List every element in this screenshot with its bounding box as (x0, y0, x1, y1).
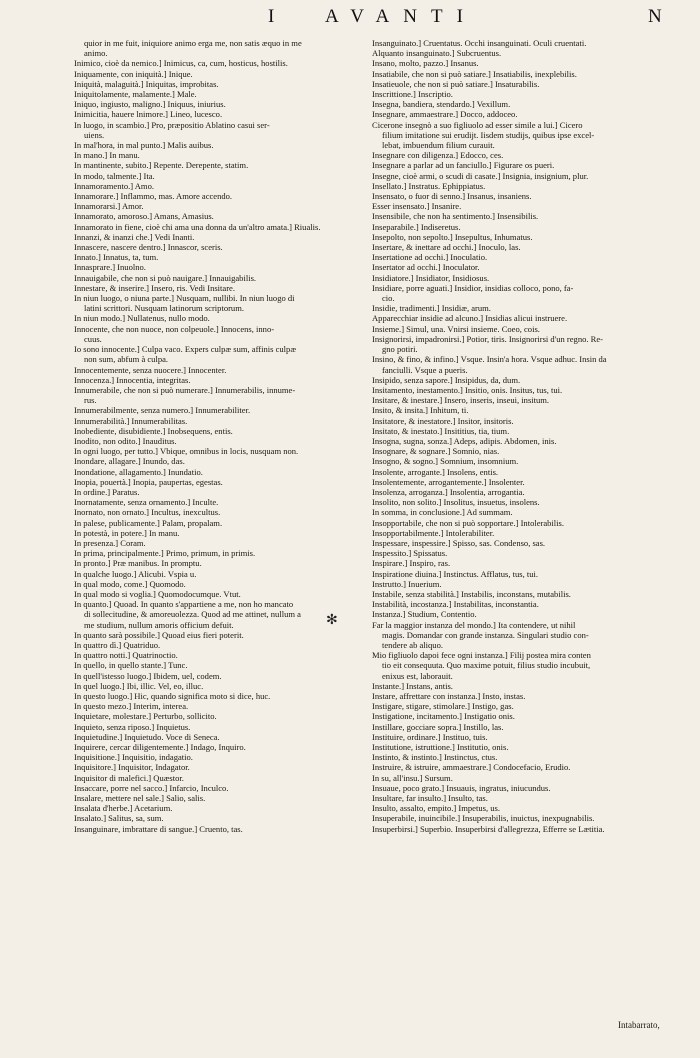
dictionary-entry-line: Inquisitor di malefici.] Quæstor. (74, 772, 184, 783)
dictionary-entry-line: In quello, in quello stante.] Tunc. (74, 660, 188, 671)
dictionary-entry-line: In presenza.] Coram. (74, 537, 146, 548)
dictionary-entry-line: In potestà, in potere.] In manu. (74, 527, 180, 538)
dictionary-entry-line: Insitatore, & inestatore.] Insitor, insitoris. (372, 415, 514, 426)
dictionary-entry-line: Insignorirsi, impadronirsi.] Potior, tiris. Insignorirsi d'un regno. Re- (372, 333, 603, 344)
dictionary-entry-line: Inimicitia, hauere lnimore.] Lineo, lucesco. (74, 109, 223, 120)
dictionary-entry-line: Insegnare, ammaestrare.] Docco, addoceo. (372, 109, 518, 120)
dictionary-entry-line: Innasprare.] Inuolno. (74, 262, 146, 273)
dictionary-entry-line: Insogna, sugna, sonza.] Adeps, adipis. Abdomen, inis. (372, 435, 557, 446)
dictionary-entry-line: quior in me fuit, iniquiore animo erga me, non satis æquo in me (84, 38, 302, 48)
dictionary-entry-line: tio eit consequuta. Quo maxime potuit, filius studio incubuit, (382, 660, 591, 671)
dictionary-entry-line: latini scrittori. Nusquam latinorum scriptorum. (84, 303, 244, 314)
dictionary-entry-line: Insegnare con diligenza.] Edocco, ces. (372, 150, 504, 161)
dictionary-entry-line: Insieme.] Simul, una. Vnirsi insieme. Coeo, cois. (372, 323, 540, 334)
running-header (0, 6, 700, 34)
dictionary-entry-line: Innato.] Innatus, ta, tum. (74, 252, 159, 263)
dictionary-entry-line: Innocenza.] Innocentia, integritas. (74, 374, 191, 385)
dictionary-entry-line: Instigare, stigare, stimolare.] Instigo, gas. (372, 701, 514, 712)
dictionary-entry-line: Innumerabilità.] Innumerabilitas. (74, 415, 188, 426)
dictionary-entry-line: Inornato, non ornato.] Incultus, inexcultus. (74, 507, 221, 518)
right-column (372, 38, 676, 834)
dictionary-entry-line: In questo mezo.] Interim, interea. (74, 701, 189, 712)
dictionary-entry-line: uiens. (84, 129, 105, 140)
dictionary-entry-line: Insegne, cioè armi, o scudi di casate.] Insignia, insignium, plur. (372, 170, 589, 181)
dictionary-entry-line: Innamoramento.] Amo. (74, 180, 154, 191)
dictionary-entry-line: cuus. (84, 333, 102, 344)
dictionary-entry-line: Inquietare, molestare.] Perturbo, sollicito. (74, 711, 217, 722)
dictionary-entry-line: Innamorato in fiene, cioè chi ama una donna da un'altro amata.] Riualis. (74, 221, 321, 232)
dictionary-entry-line: Apparecchiar insidie ad alcuno.] Insidias alicui instruere. (372, 313, 568, 324)
dictionary-entry-line: Insano, molto, pazzo.] Insanus. (372, 58, 479, 69)
dictionary-entry-line: Insultare, far insulto.] Insulto, tas. (372, 793, 488, 804)
dictionary-entry-line: Innauigabile, che non si può nauigare.] Innauigabilis. (74, 272, 257, 283)
dictionary-entry-line: In prima, principalmente.] Primo, primum, in primis. (74, 548, 256, 559)
dictionary-entry-line: In quell'istesso luogo.] Ibidem, uel, codem. (74, 670, 222, 681)
dictionary-entry-line: Instabile, senza stabilità.] Instabilis, inconstans, mutabilis. (372, 588, 571, 599)
dictionary-entry-line: Insopportabilmente.] Intolerabiliter. (372, 527, 495, 538)
dictionary-entry-line: In mal'hora, in mal punto.] Malis auibus. (74, 140, 214, 151)
dictionary-entry-line: Iniquo, ingiusto, maligno.] Iniquus, iniurius. (74, 99, 226, 110)
dictionary-entry-line: Alquanto insanguinato.] Subcruentus. (372, 48, 502, 59)
dictionary-entry-line: Inspirare.] Inspiro, ras. (372, 558, 451, 569)
dictionary-entry-line: Innumerabilmente, senza numero.] Innumerabiliter. (74, 405, 251, 416)
dictionary-entry-line: Inondare, allagare.] Inundo, das. (74, 456, 185, 467)
dictionary-entry-line: In questo luogo.] Hic, quando significa moto si dice, huc. (74, 691, 271, 701)
dictionary-entry-line: Esser insensato.] Insanire. (372, 201, 462, 212)
dictionary-entry-line: Innamorare.] Inflammo, mas. Amore accendo. (74, 191, 233, 202)
dictionary-entry-line: Insuaue, poco grato.] Insuauis, ingratus, iniucundus. (372, 782, 551, 793)
dictionary-entry-line: In luogo, in scambio.] Pro, præpositio Ablatino casui ser- (74, 119, 270, 130)
left-column (74, 38, 374, 834)
header-letter-right: N (648, 6, 662, 27)
dictionary-entry-line: Inobediente, disubidiente.] Inobsequens, entis. (74, 425, 233, 436)
dictionary-entry-line: Insertare, & inettare ad occhi.] Inoculo, las. (372, 242, 521, 253)
dictionary-entry-line: Instante.] Instans, antis. (372, 680, 453, 691)
dictionary-entry-line: Insuperabile, inuincibile.] Insuperabilis, inuictus, inexpugnabilis. (372, 813, 595, 824)
dictionary-entry-line: cio. (382, 293, 395, 304)
dictionary-entry-line: In quattro notti.] Quatrinoctio. (74, 650, 178, 661)
dictionary-entry-line: Insuperbirsi.] Superbio. Insuperbirsi d'allegrezza, Efferre se Lætitia. (372, 823, 605, 834)
dictionary-entry-line: Inondatione, allagamento.] Inundatio. (74, 466, 203, 477)
dictionary-entry-line: Insatieuole, che non si può satiare.] Insaturabilis. (372, 78, 540, 89)
dictionary-entry-line: lebat, imbuendum filium curauit. (382, 140, 495, 151)
dictionary-entry-line: Insolenza, arroganza.] Insolentia, arrogantia. (372, 486, 525, 497)
dictionary-entry-line: Insalato.] Salitus, sa, sum. (74, 813, 164, 824)
dictionary-entry-line: Io sono innocente.] Culpa vaco. Expers culpæ sum, affinis culpæ (74, 344, 297, 355)
dictionary-entry-line: Insidiare, porre aguati.] Insidior, insidias colloco, pono, fa- (372, 282, 574, 293)
dictionary-entry-line: In mano.] In manu. (74, 150, 140, 161)
dictionary-entry-line: Insogno, & sogno.] Somnium, insomnium. (372, 456, 519, 467)
dictionary-entry-line: Inspessito.] Spissatus. (372, 548, 448, 559)
dictionary-entry-line: Instituire, ordinare.] Instituo, tuis. (372, 731, 488, 742)
dictionary-entry-line: Insidie, tradimenti.] Insidiæ, arum. (372, 303, 491, 314)
dictionary-entry-line: Inquisitione.] Inquisitio, indagatio. (74, 752, 193, 763)
dictionary-entry-line: In su, all'insu.] Sursum. (372, 772, 453, 783)
dictionary-entry-line: magis. Domandar con grande instanza. Singulari studio con- (382, 629, 589, 640)
dictionary-entry-line: Insertator ad occhi.] Inoculator. (372, 262, 480, 273)
dictionary-entry-line: Insito, & insita.] Inhitum, ti. (372, 405, 469, 416)
dictionary-entry-line: Inspiratione diuina.] Instinctus. Afflatus, tus, tui. (372, 568, 539, 579)
dictionary-entry-line: Insolente, arrogante.] Insolens, entis. (372, 466, 499, 477)
dictionary-entry-line: Insitamento, inestamento.] Insitio, onis. Insitus, tus, tui. (372, 384, 563, 395)
dictionary-entry-line: Insegna, bandiera, stendardo.] Vexillum. (372, 99, 511, 110)
dictionary-entry-line: Insalare, mettere nel sale.] Salio, salis. (74, 793, 206, 804)
dictionary-entry-line: In niun luogo, o niuna parte.] Nusquam, nullibi. In niun luogo di (74, 293, 295, 304)
dictionary-entry-line: Instinto, & instinto.] Instinctus, ctus. (372, 752, 498, 763)
dictionary-entry-line: Insino, & fino, & infino.] Vsque. Insin'a hora. Vsque adhuc. Insin da (372, 354, 607, 365)
dictionary-entry-line: Insopportabile, che non si può sopportare.] Intolerabilis. (372, 517, 565, 528)
dictionary-entry-line: Innocentemente, senza nuocere.] Innocenter. (74, 364, 227, 375)
dictionary-entry-line: In qualche luogo.] Alicubi. Vspia u. (74, 568, 197, 579)
dictionary-entry-line: Innestare, & inserire.] Insero, ris. Vedi Insitare. (74, 282, 235, 293)
dictionary-entry-line: In ordine.] Paratus. (74, 486, 140, 497)
dictionary-entry-line: filium imitatione sui erudijt. Iisdem studijs, quibus ipse excel- (382, 129, 595, 140)
dictionary-entry-line: In quattro dì.] Quatriduo. (74, 639, 161, 650)
dictionary-entry-line: Insanguinato.] Cruentatus. Occhi insanguinati. Oculi cruentati. (372, 38, 587, 48)
dictionary-entry-line: Insensibile, che non ha sentimento.] Insensibilis. (372, 211, 539, 222)
dictionary-entry-line: Instillare, gocciare sopra.] Instillo, las. (372, 721, 504, 732)
dictionary-entry-line: fanciulli. Vsque a pueris. (382, 364, 468, 375)
dictionary-entry-line: Innumerabile, che non si può numerare.] Innumerabilis, innume- (74, 384, 296, 395)
dictionary-entry-line: tendere ab aliquo. (382, 639, 443, 650)
dictionary-entry-line: me studium, nullum amoris officium defuit. (84, 619, 234, 630)
dictionary-entry-line: Instruire, & istruire, ammaestrare.] Condocefacio, Erudio. (372, 762, 571, 773)
dictionary-entry-line: Insipido, senza sapore.] Insipidus, da, dum. (372, 374, 521, 385)
dictionary-entry-line: Iniquità, malaguità.] Iniquitas, improbitas. (74, 78, 219, 89)
header-word: AVANTI (325, 6, 477, 27)
dictionary-entry-line: In quanto.] Quoad. In quanto s'appartiene a me, non ho mancato (74, 599, 294, 610)
dictionary-entry-line: In modo, talmente.] Ita. (74, 170, 155, 181)
dictionary-entry-line: rus. (84, 395, 97, 406)
dictionary-entry-line: In pronto.] Præ manibus. In promptu. (74, 558, 202, 569)
dictionary-entry-line: Instigatione, incitamento.] Instigatio onis. (372, 711, 515, 722)
dictionary-entry-line: Insognare, & sognare.] Somnio, nias. (372, 446, 500, 457)
dictionary-entry-line: In qual modo si voglia.] Quomodocumque. Vtut. (74, 588, 241, 599)
dictionary-entry-line: Insolentemente, arrogantemente.] Insolenter. (372, 476, 525, 487)
dictionary-entry-line: Insalata d'herbe.] Acetarium. (74, 803, 173, 814)
dictionary-entry-line: Insellato.] Instratus. Ephippiatus. (372, 180, 486, 191)
dictionary-entry-line: Instrutto.] Inuerium. (372, 578, 442, 589)
dictionary-entry-line: Inornatamente, senza ornamento.] Inculte. (74, 497, 219, 508)
dictionary-entry-line: Iniquitolamente, malamente.] Male. (74, 89, 197, 100)
dictionary-entry-line: Instanza.] Studium, Contentio. (372, 609, 477, 620)
dictionary-entry-line: Inspessare, inspessire.] Spisso, sas. Condenso, sas. (372, 537, 546, 548)
dictionary-entry-line: Insulto, assalto, empito.] Impetus, us. (372, 803, 500, 814)
dictionary-entry-line: Insolito, non solito.] Insolitus, insuetus, insolens. (372, 497, 540, 508)
dictionary-entry-line: Inodito, non odito.] Inauditus. (74, 435, 177, 446)
dictionary-entry-line: Insertatione ad occhi.] Inoculatio. (372, 252, 488, 263)
dictionary-entry-line: Insepolto, non sepolto.] Insepultus, Inhumatus. (372, 231, 533, 242)
dictionary-entry-line: Inquieto, senza riposo.] Inquietus. (74, 721, 191, 732)
dictionary-entry-line: In somma, in conclusione.] Ad summam. (372, 507, 513, 518)
dictionary-entry-line: Inopia, pouertà.] Inopia, paupertas, egestas. (74, 476, 223, 487)
dictionary-entry-line: Insegnare a parlar ad un fanciullo.] Figurare os pueri. (372, 160, 555, 171)
dictionary-entry-line: Institutione, istruttione.] Institutio, onis. (372, 742, 509, 753)
dictionary-entry-line: gno potiri. (382, 344, 418, 355)
dictionary-entry-line: Instare, affrettare con instanza.] Insto, instas. (372, 691, 526, 701)
dictionary-entry-line: Inquisitore.] Inquisitor, Indagator. (74, 762, 190, 773)
header-letter-left: I (268, 6, 275, 27)
dictionary-entry-line: Iniquamente, con iniquità.] Inique. (74, 68, 193, 79)
dictionary-entry-line: In quel luogo.] Ibi, illic. Vel, eo, illuc. (74, 680, 204, 691)
dictionary-entry-line: In palese, publicamente.] Palam, propalam. (74, 517, 223, 528)
dictionary-entry-line: Innocente, che non nuoce, non colpeuole.] Innocens, inno- (74, 323, 275, 334)
dictionary-entry-line: Insaccare, porre nel sacco.] Infarcio, Inculco. (74, 782, 229, 793)
dictionary-entry-line: di sollecitudine, & amoreuolezza. Quod ad me attinet, nullum a (84, 609, 301, 620)
dictionary-entry-line: Inscrittione.] Inscriptio. (372, 89, 453, 100)
dictionary-entry-line: Inquirere, cercar diligentemente.] Indago, Inquiro. (74, 742, 246, 753)
dictionary-entry-line: In mantinente, subito.] Repente. Derepente, statim. (74, 160, 249, 171)
dictionary-entry-line: Innamorato, amoroso.] Amans, Amasius. (74, 211, 214, 222)
dictionary-entry-line: In qual modo, come.] Quomodo. (74, 578, 186, 589)
dictionary-entry-line: Inimico, cioè da nemico.] Inimicus, ca, cum, hosticus, hostilis. (74, 58, 288, 69)
dictionary-entry-line: Inseparabile.] Indiseretus. (372, 221, 461, 232)
dictionary-entry-line: Insanguinare, imbrattare di sangue.] Cruento, tas. (74, 823, 243, 834)
dictionary-entry-line: Innamorarsi.] Amor. (74, 201, 144, 212)
catchword: Intabarrato, (618, 1020, 660, 1030)
dictionary-entry-line: non sum, abfum à culpa. (84, 354, 169, 365)
dictionary-entry-line: Insidiatore.] Insidiator, Insidiosus. (372, 272, 490, 283)
dictionary-entry-line: Mio figliuolo dapoi fece ogni instanza.] Filij postea mira conten (372, 650, 591, 661)
dictionary-entry-line: Cicerone insegnò a suo figliuolo ad esser simile a lui.] Cicero (372, 119, 583, 130)
dictionary-entry-line: Insitare, & inestare.] Insero, inseris, inseui, insitum. (372, 395, 550, 406)
dictionary-entry-line: animo. (84, 48, 108, 59)
dictionary-entry-line: In ogni luogo, per tutto.] Vbique, omnibus in locis, nusquam non. (74, 446, 299, 457)
dictionary-entry-line: Innanzi, & inanzi che.] Vedi Inanti. (74, 231, 195, 242)
dictionary-entry-line: Insensato, o fuor di senno.] Insanus, insaniens. (372, 191, 532, 202)
ornament-star: ✻ (326, 612, 338, 628)
dictionary-entry-line: In quanto sarà possibile.] Quoad eius fieri poterit. (74, 629, 244, 640)
dictionary-entry-line: enixus est, laborauit. (382, 670, 453, 681)
dictionary-entry-line: In niun modo.] Nullatenus, nullo modo. (74, 313, 210, 324)
dictionary-entry-line: Instabilità, incostanza.] Instabilitas, inconstantia. (372, 599, 539, 610)
dictionary-entry-line: Far la maggior instanza del mondo.] Ita contendere, ut nihil (372, 619, 576, 630)
dictionary-entry-line: Insitato, & inestato.] Insititius, tia, tium. (372, 425, 510, 436)
dictionary-entry-line: Insatiabile, che non si può satiare.] Insatiabilis, inexplebilis. (372, 68, 577, 79)
dictionary-entry-line: Innascere, nascere dentro.] Innascor, sceris. (74, 242, 223, 253)
dictionary-entry-line: Inquietudine.] Inquietudo. Voce di Seneca. (74, 731, 220, 742)
